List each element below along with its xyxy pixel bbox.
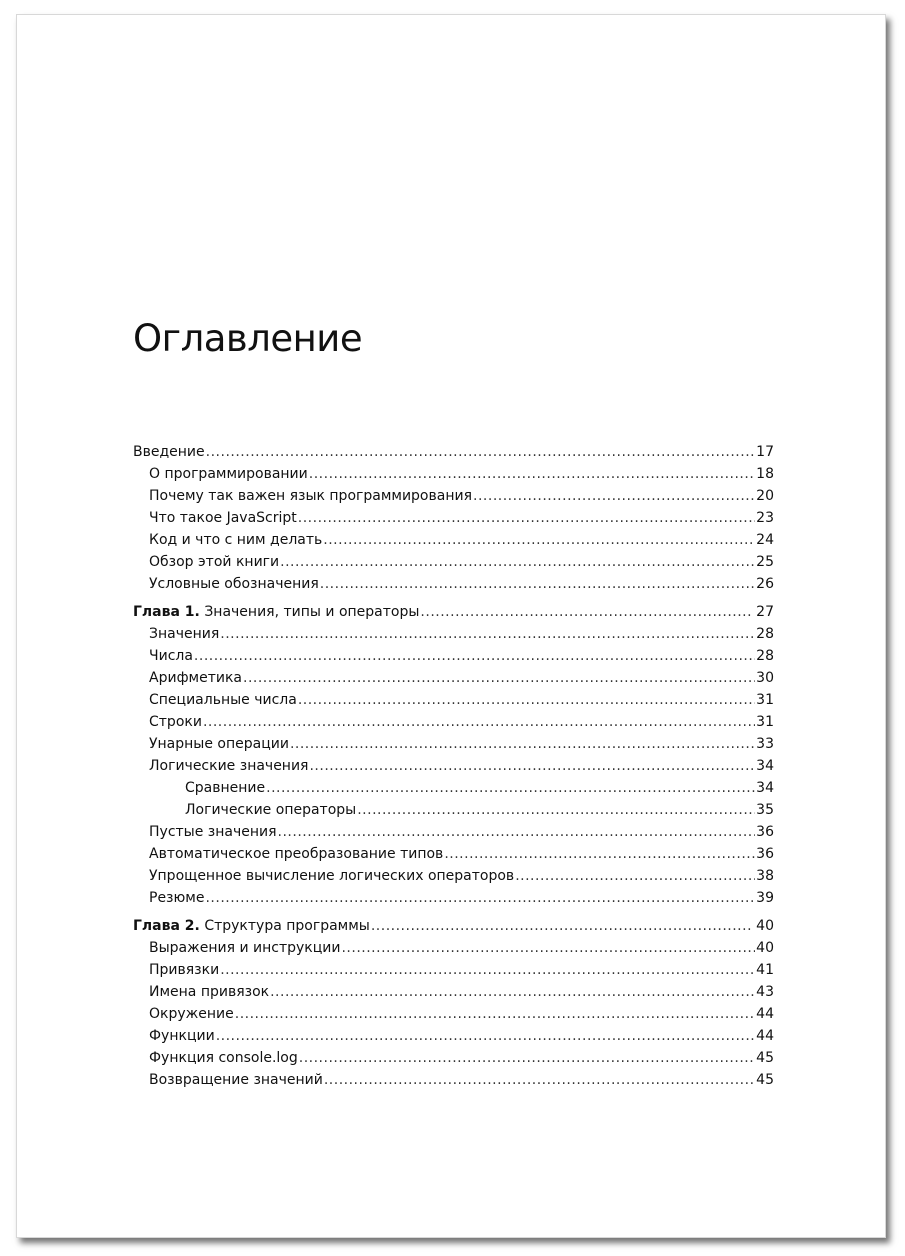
toc-label: Условные обозначения: [149, 576, 319, 592]
toc-entry-intro: [133, 441, 774, 463]
toc-page-number: 39: [756, 890, 774, 906]
toc-page-number: 43: [756, 984, 774, 1000]
toc-label: Функции: [149, 1028, 215, 1044]
dot-leader: [266, 777, 755, 799]
toc-label: Имена привязок: [149, 984, 270, 1000]
toc-page-number: 28: [756, 648, 774, 664]
toc-subentry: [133, 777, 774, 799]
toc-page-number: 44: [756, 1028, 774, 1044]
toc-page-number: 28: [756, 626, 774, 642]
toc-page-number: 20: [756, 488, 774, 504]
toc-page-number: 24: [756, 532, 774, 548]
toc-page-number: 41: [756, 962, 774, 978]
toc-entry: [133, 1025, 774, 1047]
toc-entry: [133, 887, 774, 909]
toc-page-number: 33: [756, 736, 774, 752]
toc-page-number: 30: [756, 670, 774, 686]
book-page: [16, 14, 886, 1238]
toc-label: Логические операторы: [185, 802, 357, 818]
dot-leader: [298, 689, 755, 711]
toc-chapter-label: [133, 915, 370, 937]
dot-leader: [278, 821, 756, 843]
toc-page-number: 31: [756, 692, 774, 708]
toc-label: Привязки: [149, 962, 220, 978]
dot-leader: [323, 529, 755, 551]
toc-entry: [133, 959, 774, 981]
dot-leader: [235, 1003, 755, 1025]
toc-label: Выражения и инструкции: [149, 940, 341, 956]
toc-entry: [133, 573, 774, 595]
dot-leader: [203, 711, 755, 733]
toc-entry: [133, 1047, 774, 1069]
toc-page-number: 23: [756, 510, 774, 526]
toc-entry: [133, 551, 774, 573]
toc-page-number: 18: [756, 466, 774, 482]
toc-label: Числа: [149, 648, 193, 664]
toc-label: Почему так важен язык программирования: [149, 488, 473, 504]
dot-leader: [194, 645, 755, 667]
toc-entry: [133, 1003, 774, 1025]
toc-entry: [133, 623, 774, 645]
toc-label: Окружение: [149, 1006, 234, 1022]
chapter-title: Структура программы: [204, 918, 370, 934]
toc-chapter-1: [133, 601, 774, 623]
dot-leader: [205, 887, 755, 909]
toc-entry: [133, 667, 774, 689]
toc-entry: [133, 733, 774, 755]
toc-entry: [133, 843, 774, 865]
toc-label: Введение: [133, 444, 205, 460]
toc-label: Обзор этой книги: [149, 554, 280, 570]
toc-label: Функция console.log: [149, 1050, 298, 1066]
toc-label: Арифметика: [149, 670, 242, 686]
toc-label: Значения: [149, 626, 220, 642]
toc-page-number: 17: [756, 444, 774, 460]
toc-chapter-2: [133, 915, 774, 937]
dot-leader: [357, 799, 755, 821]
toc-page-number: 36: [756, 824, 774, 840]
dot-leader: [420, 601, 751, 623]
toc-entry: [133, 711, 774, 733]
toc-page-number: 25: [756, 554, 774, 570]
toc-page-number: 36: [756, 846, 774, 862]
toc-entry: [133, 981, 774, 1003]
dot-leader: [290, 733, 755, 755]
toc-label: Специальные числа: [149, 692, 297, 708]
dot-leader: [299, 1047, 755, 1069]
chapter-number: Глава 2.: [133, 918, 200, 934]
toc-label: Строки: [149, 714, 202, 730]
toc-subentry: [133, 799, 774, 821]
toc-page-number: 38: [756, 868, 774, 884]
toc-label: Код и что с ним делать: [149, 532, 323, 548]
toc-label: Пустые значения: [149, 824, 277, 840]
chapter-title: Значения, типы и операторы: [204, 604, 420, 620]
dot-leader: [324, 1069, 755, 1091]
toc-entry: [133, 463, 774, 485]
dot-leader: [298, 507, 755, 529]
toc-entry: [133, 645, 774, 667]
dot-leader: [270, 981, 755, 1003]
toc-label: Автоматическое преобразование типов: [149, 846, 444, 862]
toc-chapter-label: [133, 601, 419, 623]
dot-leader: [515, 865, 755, 887]
toc-page-number: 31: [756, 714, 774, 730]
toc-page-number: 40: [756, 918, 774, 934]
dot-leader: [341, 937, 755, 959]
toc-page-number: 45: [756, 1050, 774, 1066]
dot-leader: [216, 1025, 755, 1047]
toc-label: Унарные операции: [149, 736, 289, 752]
toc-entry: [133, 755, 774, 777]
toc-page-number: 35: [756, 802, 774, 818]
toc-label: Логические значения: [149, 758, 309, 774]
toc-label: Что такое JavaScript: [149, 510, 297, 526]
dot-leader: [371, 915, 751, 937]
toc-entry: [133, 937, 774, 959]
toc-label: Резюме: [149, 890, 205, 906]
toc-page-number: 27: [756, 604, 774, 620]
table-of-contents: [133, 441, 774, 1091]
dot-leader: [320, 573, 755, 595]
toc-label: Упрощенное вычисление логических операторов: [149, 868, 515, 884]
dot-leader: [206, 441, 756, 463]
dot-leader: [220, 959, 755, 981]
dot-leader: [280, 551, 755, 573]
toc-entry: [133, 865, 774, 887]
toc-entry: [133, 689, 774, 711]
toc-label: Возвращение значений: [149, 1072, 323, 1088]
toc-label: О программировании: [149, 466, 308, 482]
page-title: Оглавление: [133, 317, 363, 360]
dot-leader: [444, 843, 755, 865]
toc-page-number: 44: [756, 1006, 774, 1022]
toc-page-number: 40: [756, 940, 774, 956]
dot-leader: [220, 623, 755, 645]
toc-entry: [133, 485, 774, 507]
toc-entry: [133, 1069, 774, 1091]
toc-label: Сравнение: [185, 780, 266, 796]
dot-leader: [243, 667, 755, 689]
dot-leader: [309, 755, 755, 777]
toc-entry: [133, 821, 774, 843]
chapter-number: Глава 1.: [133, 604, 200, 620]
dot-leader: [309, 463, 755, 485]
toc-entry: [133, 529, 774, 551]
toc-page-number: 34: [756, 758, 774, 774]
toc-page-number: 45: [756, 1072, 774, 1088]
toc-entry: [133, 507, 774, 529]
dot-leader: [473, 485, 755, 507]
toc-page-number: 34: [756, 780, 774, 796]
toc-page-number: 26: [756, 576, 774, 592]
